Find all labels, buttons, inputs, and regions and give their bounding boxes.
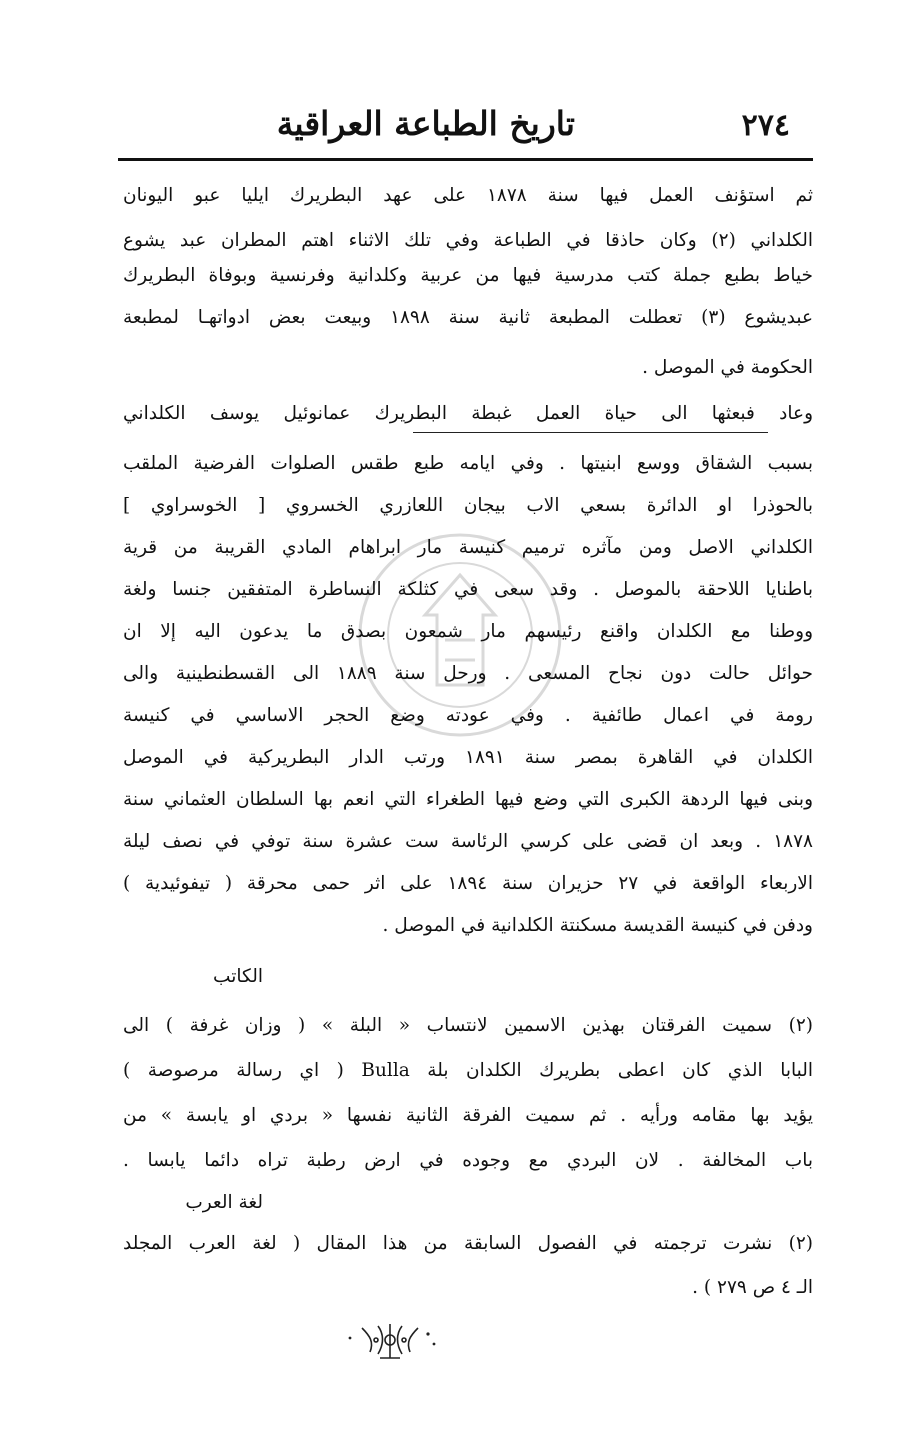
paragraph-2-line: رومة في اعمال طائفية . وفي عودته وضع الحجر الاساسي في كنيسة bbox=[123, 705, 813, 726]
footnote-line: يؤيد بها مقامه ورأيه . ثم سميت الفرقة الثانية نفسها « بردي او يابسة » من bbox=[123, 1105, 813, 1126]
footnote-line: الـ ٤ ص ٢٧٩ ) . bbox=[692, 1277, 813, 1298]
footnote-line: (٢) نشرت ترجمته في الفصول السابقة من هذا المقال ( لغة العرب المجلد bbox=[123, 1233, 813, 1254]
footnote-line: باب المخالفة . لان البردي مع وجوده في ارض رطبة تراه دائما يابسا . bbox=[123, 1150, 813, 1171]
paragraph-2-line: بالحوذرا او الدائرة بسعي الاب بيجان اللعازري الخسروي [ الخوسراوي ] bbox=[123, 495, 813, 516]
footnote-line: (٢) سميت الفرقتان بهذين الاسمين لانتساب « البلة » ( وزان غرفة ) الى bbox=[123, 1015, 813, 1036]
paragraph-2-line: ودفن في كنيسة القديسة مسكنتة الكلدانية في الموصل . bbox=[382, 915, 813, 936]
paragraph-2-line: وعاد فبعثها الى حياة العمل غبطة البطريرك عمانوئيل يوسف الكلداني bbox=[123, 403, 813, 424]
paragraph-1-line: عبديشوع (٣) تعطلت المطبعة ثانية سنة ١٨٩٨ وبيعت بعض ادواتهـا لمطبعة bbox=[123, 307, 813, 328]
paragraph-1-line: خياط بطبع جملة كتب مدرسية فيها من عربية وكلدانية وفرنسية وبوفاة البطريرك bbox=[123, 265, 813, 286]
paragraph-2-line: حوائل حالت دون نجاح المسعى . ورحل سنة ١٨٨٩ الى القسطنطينية والى bbox=[123, 663, 813, 684]
paragraph-2-line: ووطنا مع الكلدان واقنع رئيسهم مار شمعون بصدق ما يدعون اليه إلا ان bbox=[123, 621, 813, 642]
paragraph-rule bbox=[413, 432, 768, 433]
paragraph-1-line: ثم استؤنف العمل فيها سنة ١٨٧٨ على عهد البطريرك ايليا عبو اليونان bbox=[123, 185, 813, 206]
paragraph-1-line: الكلداني (٢) وكان حاذقا في الطباعة وفي تلك الاثناء اهتم المطران عبد يشوع bbox=[123, 230, 813, 251]
end-ornament-icon bbox=[340, 1318, 440, 1364]
footnote-signature: لغة العرب bbox=[185, 1192, 263, 1213]
paragraph-2-line: باطنايا اللاحقة بالموصل . وقد سعى في كثلكة النساطرة المتفقين جنسا ولغة bbox=[123, 579, 813, 600]
author-signature: الكاتب bbox=[213, 966, 263, 987]
paragraph-2-line: الكلداني الاصل ومن مآثره ترميم كنيسة مار ابراهام المادي القريبة من قرية bbox=[123, 537, 813, 558]
footnote-line: البابا الذي كان اعطى بطريرك الكلدان بلة Bulla ( اي رسالة مرصوصة ) bbox=[123, 1060, 813, 1081]
paragraph-2-line: بسبب الشقاق ووسع ابنيتها . وفي ايامه طبع طقس الصلوات الفرضية الملقب bbox=[123, 453, 813, 474]
running-title: تاريخ الطباعة العراقية bbox=[276, 104, 575, 143]
paragraph-1-line: الحكومة في الموصل . bbox=[642, 357, 813, 378]
paragraph-2-line: ١٨٧٨ . وبعد ان قضى على كرسي الرئاسة ست عشرة سنة توفي في نصف ليلة bbox=[123, 831, 813, 852]
page-header bbox=[120, 100, 810, 160]
header-rule bbox=[118, 158, 813, 161]
paragraph-2-line: الكلدان في القاهرة بمصر سنة ١٨٩١ ورتب الدار البطريركية في الموصل bbox=[123, 747, 813, 768]
paragraph-2-line: الاربعاء الواقعة في ٢٧ حزيران سنة ١٨٩٤ على اثر حمى محرقة ( تيفوئيدية ) bbox=[123, 873, 813, 894]
page-number: ٢٧٤ bbox=[741, 108, 790, 143]
paragraph-2-line: وبنى فيها الردهة الكبرى التي وضع فيها الطغراء التي انعم بها السلطان العثماني سنة bbox=[123, 789, 813, 810]
